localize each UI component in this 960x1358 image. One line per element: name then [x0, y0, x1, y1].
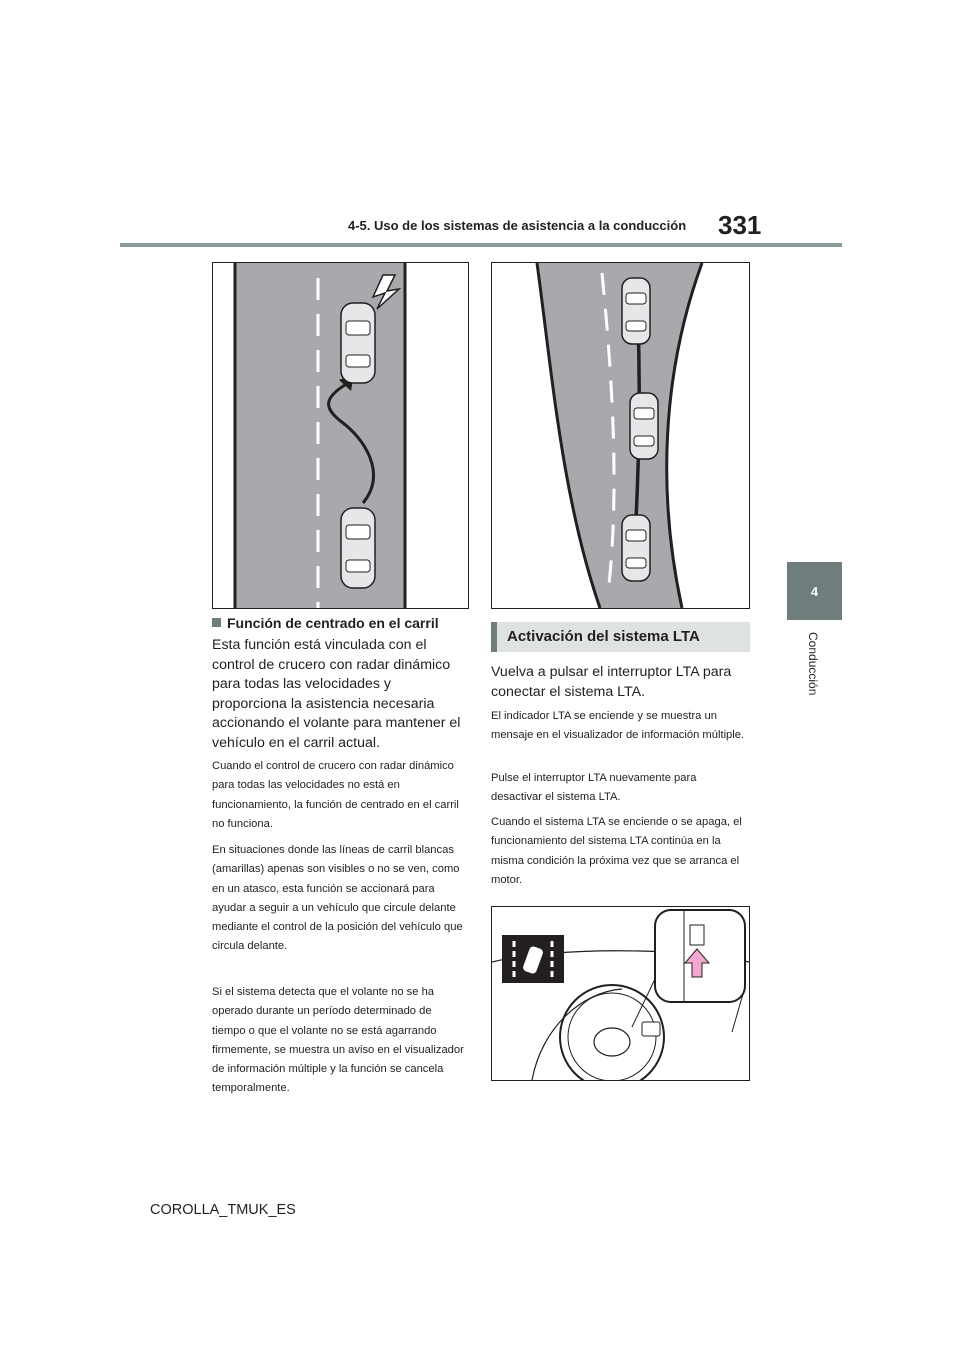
lane-centering-note-1: Cuando el control de crucero con radar dinámico para todas las velocidades no está en funcionamiento, la función de centrado en el carril no funciona. — [212, 760, 459, 830]
car-icon — [622, 278, 650, 344]
lane-centering-intro: Esta función está vinculada con el control de crucero con radar dinámico para todas las velocidades y proporciona la asistencia necesaria accionando el volante para mantener el vehículo en el carril actual. — [212, 637, 461, 751]
page-number: 331 — [718, 210, 762, 240]
lta-indicator-icon — [502, 935, 564, 983]
lane-centering-note-2: En situaciones donde las líneas de carril blancas (amarillas) apenas son visibles o no se ven, como en un atasco, esta función se accionará para ayudar a seguir a un vehículo que circule delante mediante el control de la posición del vehículo que circula delante. — [212, 844, 463, 953]
curved-road-illustration — [491, 262, 750, 609]
lta-note-3: Cuando el sistema LTA se enciende o se apaga, el funcionamiento del sistema LTA continúa en la misma condición la próxima vez que se arranca el motor. — [491, 816, 742, 886]
car-icon — [630, 393, 658, 459]
document-code: COROLLA_TMUK_ES — [150, 1202, 296, 1218]
car-icon — [622, 515, 650, 581]
chapter-tab: 4 — [787, 562, 842, 620]
car-icon — [341, 508, 375, 588]
lane-centering-note-3: Si el sistema detecta que el volante no se ha operado durante un período determinado de tiempo o que el volante no se está agarrando firmemente, se muestra un aviso en el visualizador de información múltiple y la función se cancela temporalmente. — [212, 986, 464, 1095]
header-rule — [120, 243, 842, 247]
chapter-label: Conducción — [806, 632, 820, 696]
lta-activation-heading: Activación del sistema LTA — [491, 622, 750, 652]
square-bullet-icon — [212, 618, 221, 627]
lane-centering-heading: Función de centrado en el carril — [212, 615, 439, 631]
lta-note-1: El indicador LTA se enciende y se muestra un mensaje en el visualizador de información múltiple. — [491, 710, 745, 742]
section-title: 4-5. Uso de los sistemas de asistencia a la conducción — [348, 218, 687, 233]
lane-centering-illustration — [212, 262, 469, 609]
lta-note-2: Pulse el interruptor LTA nuevamente para desactivar el sistema LTA. — [491, 772, 697, 804]
lta-switch-illustration — [491, 906, 750, 1081]
car-icon — [341, 303, 375, 383]
lta-activation-intro: Vuelva a pulsar el interruptor LTA para conectar el sistema LTA. — [491, 664, 732, 700]
